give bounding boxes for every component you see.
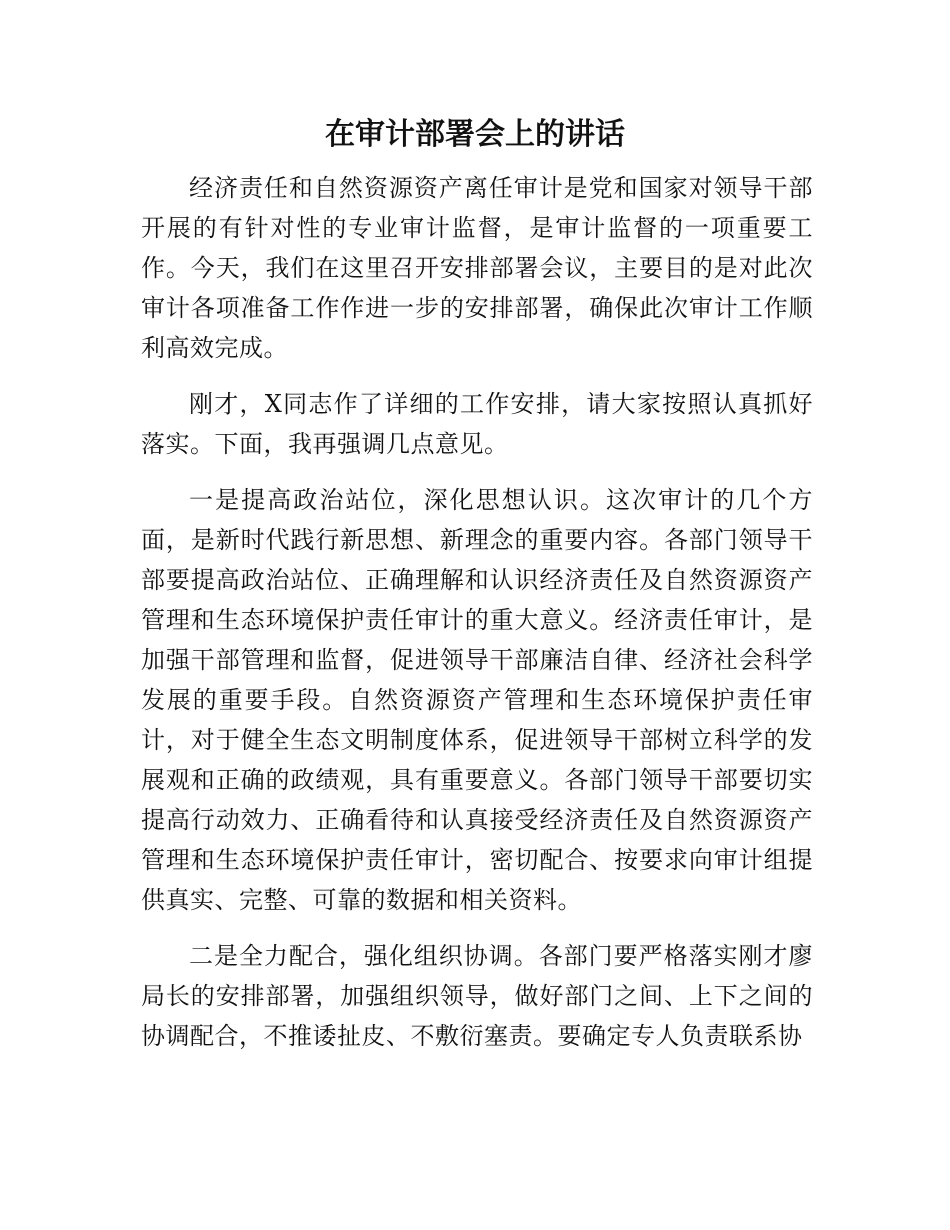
document-title: 在审计部署会上的讲话 xyxy=(325,117,625,152)
paragraph-intro: 经济责任和自然资源资产离任审计是党和国家对领导干部开展的有针对性的专业审计监督，是审计监督的一项重要工作。今天，我们在这里召开安排部署会议，主要目的是对此次审计各项准备工作作进一步的安排部署，确保此次审计工作顺利高效完成。 xyxy=(141,174,813,362)
paragraph-point-one: 一是提高政治站位，深化思想认识。这次审计的几个方面，是新时代践行新思想、新理念的重要内容。各部门领导干部要提高政治站位、正确理解和认识经济责任及自然资源资产管理和生态环境保护责任审计的重大意义。经济责任审计，是加强干部管理和监督，促进领导干部廉洁自律、经济社会科学发展的重要手段。自然资源资产管理和生态环境保护责任审计，对于健全生态文明制度体系，促进领导干部树立科学的发展观和正确的政绩观，具有重要意义。各部门领导干部要切实提高行动效力、正确看待和认真接受经济责任及自然资源资产管理和生态环境保护责任审计，密切配合、按要求向审计组提供真实、完整、可靠的数据和相关资料。 xyxy=(141,486,813,914)
paragraph-point-two: 二是全力配合，强化组织协调。各部门要严格落实刚才廖局长的安排部署，加强组织领导，做好部门之间、上下之间的协调配合，不推诿扯皮、不敷衍塞责。要确定专人负责联系协 xyxy=(141,942,813,1050)
document-body xyxy=(141,168,813,1072)
paragraph-transition: 刚才，X同志作了详细的工作安排，请大家按照认真抓好落实。下面，我再强调几点意见。 xyxy=(141,390,813,458)
